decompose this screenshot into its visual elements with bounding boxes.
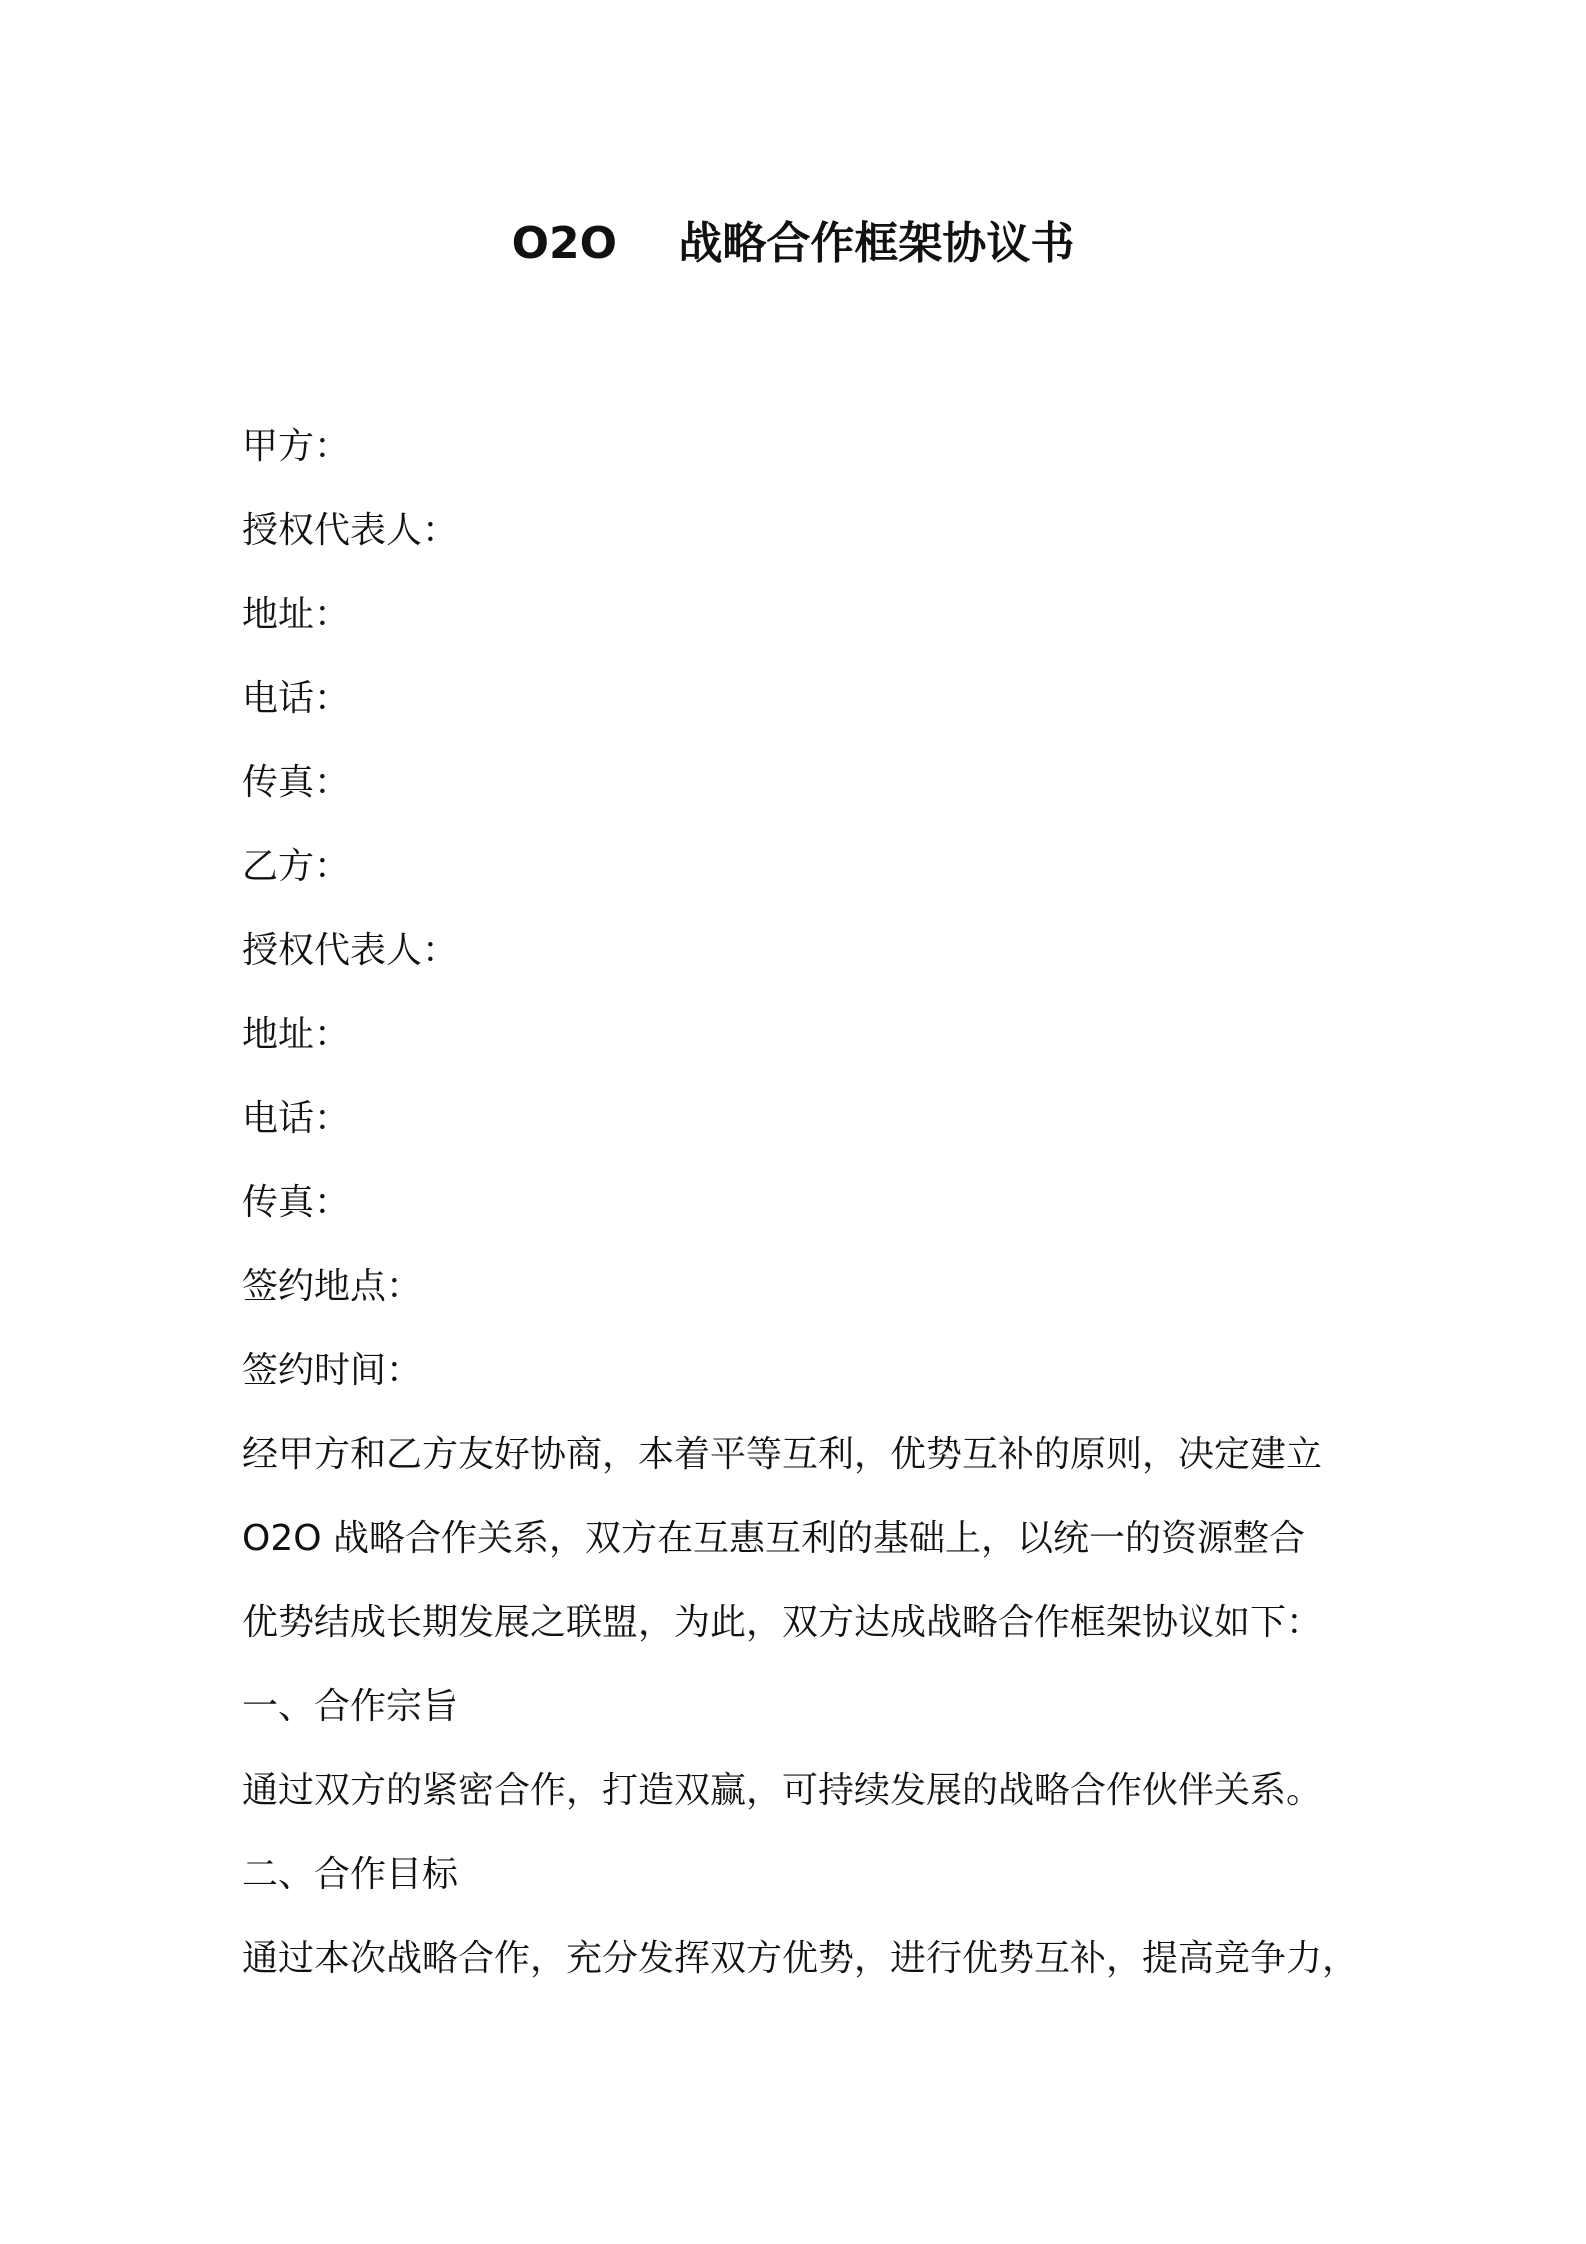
intro-line-1: 经甲方和乙方友好协商，本着平等互利，优势互补的原则，决定建立	[242, 1434, 1323, 1475]
signing-time-label: 签约时间：	[242, 1350, 423, 1391]
section-1-text: 通过双方的紧密合作，打造双赢，可持续发展的战略合作伙伴关系。	[242, 1770, 1323, 1811]
party-b-representative-label: 授权代表人：	[242, 930, 459, 971]
party-a-phone-label: 电话：	[242, 678, 351, 719]
party-a-label: 甲方：	[242, 426, 351, 467]
section-1-heading: 一、合作宗旨	[242, 1686, 459, 1727]
party-b-phone-label: 电话：	[242, 1098, 351, 1139]
intro-line-3: 优势结成长期发展之联盟，为此，双方达成战略合作框架协议如下：	[242, 1602, 1323, 1643]
section-2-heading: 二、合作目标	[242, 1854, 459, 1895]
document-body	[242, 405, 1382, 2001]
signing-place-label: 签约地点：	[242, 1266, 423, 1307]
party-a-fax-label: 传真：	[242, 762, 351, 803]
party-a-address-label: 地址：	[242, 594, 351, 635]
party-b-label: 乙方：	[242, 846, 351, 887]
party-b-address-label: 地址：	[242, 1014, 351, 1055]
intro-line-2: O2O 战略合作关系，双方在互惠互利的基础上，以统一的资源整合	[242, 1518, 1306, 1559]
document-title: O2O 战略合作框架协议书	[511, 218, 1075, 269]
section-2-text: 通过本次战略合作，充分发挥双方优势，进行优势互补，提高竞争力，	[242, 1938, 1359, 1979]
party-a-representative-label: 授权代表人：	[242, 510, 459, 551]
party-b-fax-label: 传真：	[242, 1182, 351, 1223]
